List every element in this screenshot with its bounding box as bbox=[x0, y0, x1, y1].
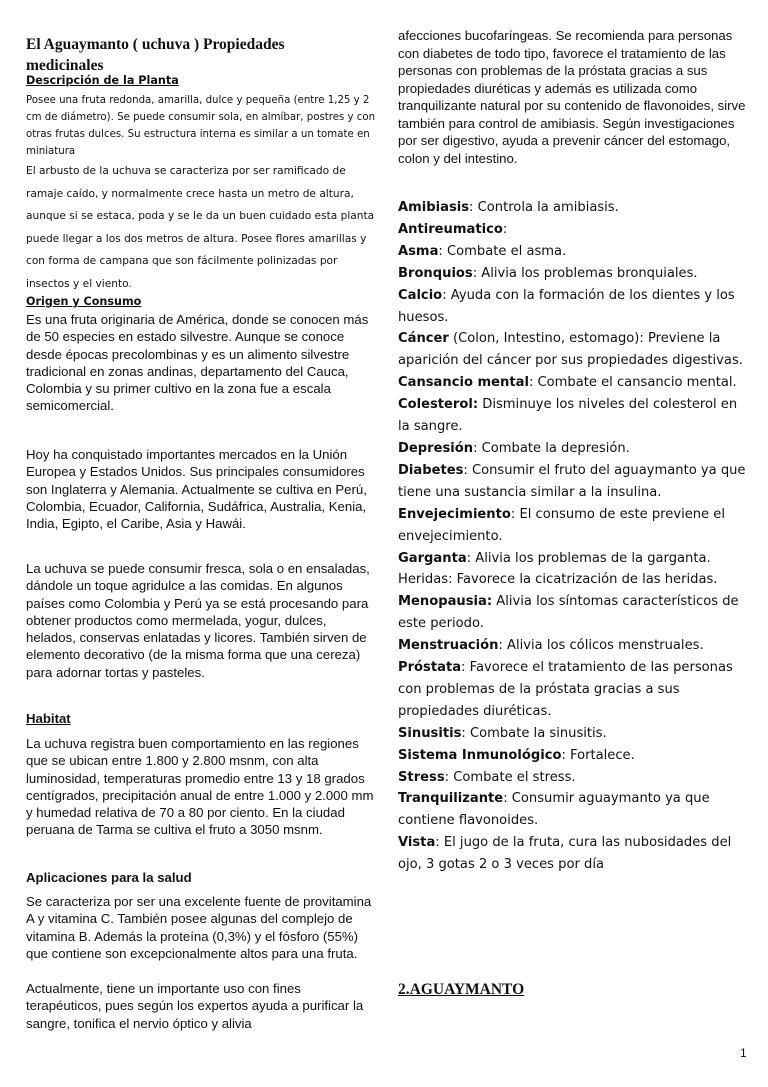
property-item bbox=[398, 569, 748, 591]
property-item bbox=[398, 788, 748, 832]
property-term: Antireumatico bbox=[398, 221, 503, 237]
property-term: Menopausia: bbox=[398, 594, 493, 610]
property-text: : bbox=[502, 221, 508, 237]
property-item bbox=[398, 657, 748, 723]
property-text: : El jugo de la fruta, cura las nubosidades del ojo, 3 gotas 2 o 3 veces por día bbox=[398, 835, 732, 873]
habitat-heading: Habitat bbox=[26, 711, 71, 726]
property-term: Asma bbox=[398, 243, 439, 259]
property-text: : Alivia los cólicos menstruales. bbox=[498, 638, 704, 654]
property-item bbox=[398, 372, 748, 394]
origen-paragraph-1: Es una fruta originaria de América, donde se conocen más de 50 especies en estado silvestre. Aunque se conoce desde épocas precolombinas y es un alimento silvestre tradicional en zonas andinas, departamento del Cauca, Colombia y su primer cultivo en la zona fue a escala semicomercial. bbox=[26, 312, 369, 414]
aplicaciones-paragraph-1: Se caracteriza por ser una excelente fuente de provitamina A y vitamina C. También posee algunas del complejo de vitamina B. Además la proteína (0,3%) y el fósforo (55%) que contiene son excepcionalmente altos para una fruta. bbox=[26, 894, 372, 961]
property-item bbox=[398, 767, 748, 789]
property-text: : Consumir aguaymanto ya que contiene flavonoides. bbox=[398, 791, 710, 829]
origen-paragraph-3: La uchuva se puede consumir fresca, sola o en ensaladas, dándole un toque agridulce a las comidas. En algunos países como Colombia y Perú ya se está procesando para obtener productos como mermelada, yogur, dulces, helados, conservas enlatadas y licores. También sirven de elemento decorativo (de la misma forma que una cereza) para adornar tortas y pasteles. bbox=[26, 561, 370, 680]
property-term: Diabetes bbox=[398, 462, 464, 478]
property-term: Garganta bbox=[398, 550, 467, 566]
property-term: Amibiasis bbox=[398, 200, 470, 215]
section-2-heading: 2.AGUAYMANTO bbox=[398, 981, 525, 998]
page-number: 1 bbox=[740, 1046, 747, 1060]
properties-list bbox=[398, 197, 748, 876]
property-text: : Controla la amibiasis. bbox=[469, 200, 619, 215]
property-item bbox=[398, 438, 748, 460]
property-item bbox=[398, 723, 748, 745]
property-item bbox=[398, 263, 748, 285]
property-text: Alivia los síntomas característicos de este periodo. bbox=[398, 594, 739, 632]
habitat-paragraph: La uchuva registra buen comportamiento en las regiones que se ubican entre 1.800 y 2.800 msnm, con alta luminosidad, temperaturas promedio entre 13 y 18 grados centígrados, precipitación anual de entre 1.000 y 2.000 mm y humedad relativa de 70 a 80 por ciento. En la ciudad peruana de Tarma se cultiva el fruto a 3050 msnm. bbox=[26, 736, 374, 838]
origen-paragraph-2: Hoy ha conquistado importantes mercados en la Unión Europea y Estados Unidos. Sus principales consumidores son Inglaterra y Alemania. Actualmente se cultiva en Perú, Colombia, Ecuador, California, Sudáfrica, Australia, Kenia, India, Egipto, el Caribe, Asia y Hawái. bbox=[26, 447, 367, 532]
property-item bbox=[398, 241, 748, 263]
property-item bbox=[398, 745, 748, 767]
property-text: (Colon, Intestino, estomago): Previene la aparición del cáncer por sus propiedades digestivas. bbox=[398, 331, 743, 369]
property-item bbox=[398, 219, 748, 241]
right-intro-paragraph: afecciones bucofaríngeas. Se recomienda para personas con diabetes de todo tipo, favorece el tratamiento de las personas con problemas de la próstata gracias a sus propiedades diuréticas y además es utilizada como tranquilizante natural por su contenido de flavonoides, sirve también para control de amibiasis. Según investigaciones por ser digestivo, ayuda a prevenir cáncer del estomago, colon y del intestino. bbox=[398, 28, 746, 166]
property-item bbox=[398, 328, 748, 372]
descripcion-heading: Descripción de la Planta bbox=[26, 74, 179, 87]
property-term: Colesterol: bbox=[398, 397, 479, 413]
property-item bbox=[398, 591, 748, 635]
property-text: : Combate el asma. bbox=[438, 243, 567, 259]
property-text: : El consumo de este previene el envejecimiento. bbox=[398, 506, 725, 544]
property-text: : Combate el stress. bbox=[444, 769, 576, 785]
descripcion-paragraph-2: El arbusto de la uchuva se caracteriza por ser ramificado de ramaje caído, y normalmente crece hasta un metro de altura, aunque si se estaca, poda y se le da un buen cuidado esta planta puede llegar a los dos metros de altura. Posee flores amarillas y con forma de campana que son fácilmente polinizadas por insectos y el viento. bbox=[26, 165, 375, 290]
property-text: : Consumir el fruto del aguaymanto ya que tiene una sustancia similar a la insulina. bbox=[398, 462, 746, 500]
property-text: Heridas: Favorece la cicatrización de las heridas. bbox=[398, 572, 718, 588]
property-term: Sinusitis bbox=[398, 725, 462, 741]
property-text: : Ayuda con la formación de los dientes y los huesos. bbox=[398, 287, 735, 325]
descripcion-paragraph-1: Posee una fruta redonda, amarilla, dulce y pequeña (entre 1,25 y 2 cm de diámetro). Se puede consumir sola, en almíbar, postres y con otras frutas dulces. Su estructura interna es similar a un tomate en miniatura bbox=[26, 95, 376, 157]
property-item bbox=[398, 635, 748, 657]
property-term: Bronquios bbox=[398, 265, 473, 281]
property-text: : Fortalece. bbox=[561, 747, 635, 763]
property-item bbox=[398, 394, 748, 438]
property-term: Próstata bbox=[398, 660, 462, 676]
property-text: : Alivia los problemas de la garganta. bbox=[466, 550, 711, 566]
property-term: Tranquilizante bbox=[398, 791, 504, 807]
property-text: : Favorece el tratamiento de las personas con problemas de la próstata gracias a sus propiedades diuréticas. bbox=[398, 660, 733, 719]
property-term: Vista bbox=[398, 835, 436, 851]
property-term: Cansancio mental bbox=[398, 375, 529, 391]
property-text: : Combate la depresión. bbox=[473, 440, 630, 456]
property-term: Menstruación bbox=[398, 638, 499, 654]
aplicaciones-heading: Aplicaciones para la salud bbox=[26, 870, 192, 885]
property-item bbox=[398, 460, 748, 504]
property-term: Envejecimiento bbox=[398, 506, 511, 522]
origen-heading: Origen y Consumo bbox=[26, 295, 142, 308]
property-term: Calcio bbox=[398, 287, 443, 303]
document-title: El Aguaymanto ( uchuva ) Propiedades medicinales bbox=[26, 36, 285, 74]
property-item bbox=[398, 504, 748, 548]
property-text: : Alivia los problemas bronquiales. bbox=[472, 265, 698, 281]
property-item bbox=[398, 285, 748, 329]
property-term: Cáncer bbox=[398, 331, 449, 347]
property-term: Stress bbox=[398, 769, 445, 785]
property-item bbox=[398, 832, 748, 876]
property-item bbox=[398, 197, 748, 219]
property-text: Disminuye los niveles del colesterol en la sangre. bbox=[398, 397, 738, 435]
property-text: : Combate el cansancio mental. bbox=[528, 375, 737, 391]
property-term: Depresión bbox=[398, 440, 474, 456]
aplicaciones-paragraph-2: Actualmente, tiene un importante uso con fines terapéuticos, pues según los expertos ayuda a purificar la sangre, tonifica el nervio óptico y alivia bbox=[26, 981, 364, 1031]
property-item bbox=[398, 548, 748, 570]
property-term: Sistema Inmunológico bbox=[398, 747, 562, 763]
property-text: : Combate la sinusitis. bbox=[461, 725, 607, 741]
